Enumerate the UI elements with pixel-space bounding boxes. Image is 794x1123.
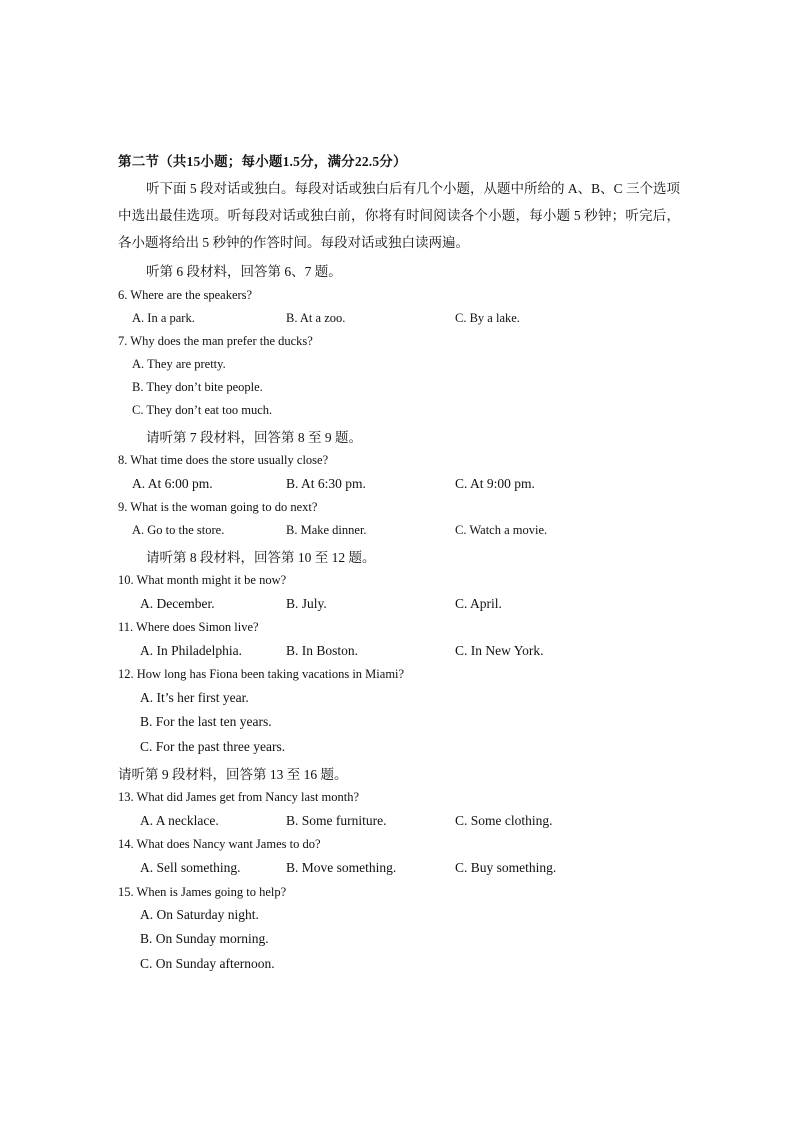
question-15-option-b: B. On Sunday morning. [140,931,269,946]
question-10-stem: 10. What month might it be now? [118,573,287,587]
question-11-option-c: C. In New York. [455,643,544,658]
section-instructions: 听下面 5 段对话或独白。每段对话或独白后有几个小题，从题中所给的 A、B、C 三个选项中选出最佳选项。听每段对话或独白前，你将有时间阅读各个小题，每小题 5 秒钟；听完后，各小题将给出 5 秒钟的作答时间。每段对话或独白读两遍。 [118,181,681,250]
question-12-stem: 12. How long has Fiona been taking vacations in Miami? [118,667,405,681]
direction-passage-7: 请听第 7 段材料，回答第 8 至 9 题。 [146,430,362,445]
question-8-option-b: B. At 6:30 pm. [286,476,366,491]
question-8-option-a: A. At 6:00 pm. [132,476,213,491]
question-7-option-a: A. They are pretty. [132,357,226,371]
question-9-option-b: B. Make dinner. [286,523,367,537]
question-9-option-c: C. Watch a movie. [455,523,548,537]
question-14-option-b: B. Move something. [286,860,397,875]
question-14-stem: 14. What does Nancy want James to do? [118,837,321,851]
direction-passage-9: 请听第 9 段材料，回答第 13 至 16 题。 [118,767,348,782]
question-9-option-a: A. Go to the store. [132,523,225,537]
question-14-option-a: A. Sell something. [140,860,241,875]
direction-passage-8: 请听第 8 段材料，回答第 10 至 12 题。 [146,550,376,565]
question-13-option-b: B. Some furniture. [286,813,387,828]
question-7-option-c: C. They don’t eat too much. [132,403,273,417]
question-12-option-a: A. It’s her first year. [140,690,249,705]
question-11-option-a: A. In Philadelphia. [140,643,242,658]
question-15-option-c: C. On Sunday afternoon. [140,956,275,971]
question-7-option-b: B. They don’t bite people. [132,380,263,394]
question-15-option-a: A. On Saturday night. [140,907,259,922]
question-6-option-a: A. In a park. [132,311,195,325]
question-15-stem: 15. When is James going to help? [118,885,287,899]
question-10-option-a: A. December. [140,596,215,611]
question-8-stem: 8. What time does the store usually close? [118,453,329,467]
question-6-option-c: C. By a lake. [455,311,520,325]
question-10-option-b: B. July. [286,596,327,611]
section-title: 第二节（共15小题；每小题1.5分，满分22.5分） [118,154,407,169]
question-11-stem: 11. Where does Simon live? [118,620,259,634]
question-13-option-c: C. Some clothing. [455,813,553,828]
question-6-stem: 6. Where are the speakers? [118,288,253,302]
question-12-option-b: B. For the last ten years. [140,714,272,729]
question-14-option-c: C. Buy something. [455,860,557,875]
direction-passage-6: 听第 6 段材料，回答第 6、7 题。 [146,264,342,279]
question-7-stem: 7. Why does the man prefer the ducks? [118,334,313,348]
question-9-stem: 9. What is the woman going to do next? [118,500,318,514]
question-8-option-c: C. At 9:00 pm. [455,476,535,491]
question-12-option-c: C. For the past three years. [140,739,286,754]
question-6-option-b: B. At a zoo. [286,311,346,325]
question-13-option-a: A. A necklace. [140,813,219,828]
question-11-option-b: B. In Boston. [286,643,359,658]
question-13-stem: 13. What did James get from Nancy last month? [118,790,360,804]
question-10-option-c: C. April. [455,596,502,611]
